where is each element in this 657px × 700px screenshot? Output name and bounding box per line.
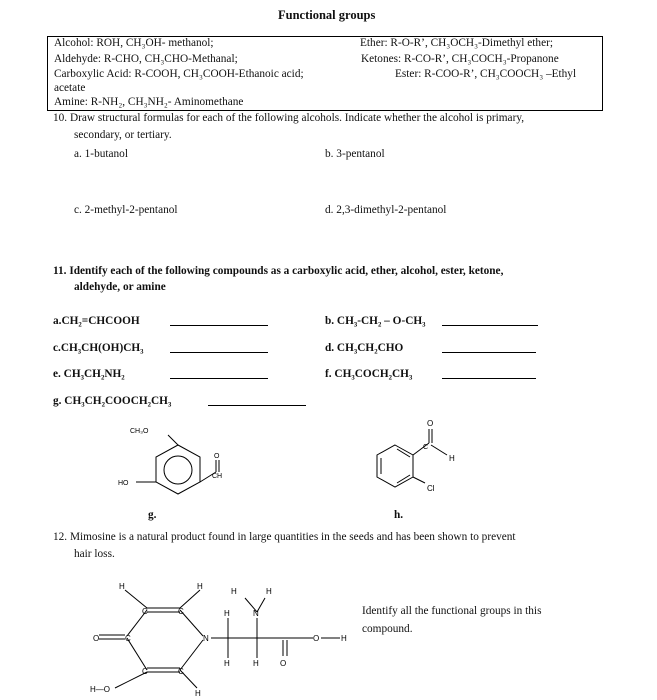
q11-d-answer-blank[interactable] bbox=[442, 352, 536, 353]
q12-side-prompt: Identify all the functional groups in this bbox=[362, 605, 542, 617]
q11-a: a.CH₂=CHCOOH bbox=[53, 315, 140, 327]
g-o-label: O bbox=[214, 453, 220, 460]
h-c-label: C bbox=[423, 444, 429, 451]
q11-b: b. CH₃-CH₂ – O-CH₃ bbox=[325, 315, 426, 327]
mimosine-h2: H bbox=[197, 582, 203, 591]
structure-g-label: g. bbox=[148, 509, 157, 521]
ref-aldehyde: Aldehyde: R-CHO, CH₃CHO-Methanal; bbox=[54, 53, 238, 65]
q11-f-answer-blank[interactable] bbox=[442, 378, 536, 379]
q11-g: g. CH₃CH₂COOCH₂CH₃ bbox=[53, 395, 172, 407]
ref-acetate: acetate bbox=[54, 82, 86, 94]
q11-prompt-cont: aldehyde, or amine bbox=[74, 281, 166, 293]
h-o-label: O bbox=[427, 419, 434, 428]
q10-a: a. 1-butanol bbox=[74, 148, 128, 160]
mimosine-c3: C bbox=[125, 634, 131, 643]
q12-side-prompt-cont: compound. bbox=[362, 623, 413, 635]
ref-ether: Ether: R-O-R’, CH₃OCH₃-Dimethyl ether; bbox=[360, 37, 553, 49]
g-ch-label: CH bbox=[212, 473, 223, 480]
q12-prompt-cont: hair loss. bbox=[74, 548, 115, 560]
structure-h-label: h. bbox=[394, 509, 404, 521]
mimosine-h7: H bbox=[231, 587, 237, 596]
mimosine-h1: H bbox=[119, 582, 125, 591]
mimosine-o1: O bbox=[93, 634, 100, 643]
mimosine-o3: O bbox=[313, 634, 320, 643]
structure-mimosine bbox=[85, 578, 355, 700]
mimosine-c5: C bbox=[178, 667, 184, 676]
mimosine-h8: H bbox=[266, 587, 272, 596]
mimosine-ho: H—O bbox=[90, 685, 110, 694]
mimosine-n1: N bbox=[203, 634, 209, 643]
mimosine-c1: C bbox=[142, 607, 148, 616]
structure-g-vanillin bbox=[108, 420, 248, 510]
q11-f: f. CH₃COCH₂CH₃ bbox=[325, 368, 413, 380]
q11-prompt: 11. Identify each of the following compounds as a carboxylic acid, ether, alcohol, ester, ketone, bbox=[53, 265, 504, 277]
mimosine-h3: H bbox=[195, 689, 201, 698]
mimosine-o2: O bbox=[280, 659, 287, 668]
q11-d: d. CH₃CH₂CHO bbox=[325, 342, 404, 354]
ref-ketones: Ketones: R-CO-R’, CH₃COCH₃-Propanone bbox=[361, 53, 559, 65]
mimosine-n2: N bbox=[253, 609, 259, 618]
q11-g-answer-blank[interactable] bbox=[208, 405, 306, 406]
q11-e: e. CH₃CH₂NH₂ bbox=[53, 368, 125, 380]
q11-b-answer-blank[interactable] bbox=[442, 325, 538, 326]
mimosine-h5: H bbox=[224, 659, 230, 668]
q10-prompt: 10. Draw structural formulas for each of the following alcohols. Indicate whether the alcohol is primary, bbox=[53, 112, 525, 124]
q11-a-answer-blank[interactable] bbox=[170, 325, 268, 326]
q11-e-answer-blank[interactable] bbox=[170, 378, 268, 379]
mimosine-h9: H bbox=[341, 634, 347, 643]
ref-alcohol: Alcohol: ROH, CH₃OH- methanol; bbox=[54, 37, 214, 49]
q11-c-answer-blank[interactable] bbox=[170, 352, 268, 353]
q10-c: c. 2-methyl-2-pentanol bbox=[74, 204, 178, 216]
q10-prompt-cont: secondary, or tertiary. bbox=[74, 129, 172, 141]
ref-carboxylic-acid: Carboxylic Acid: R-COOH, CH₃COOH-Ethanoic acid; bbox=[54, 68, 304, 80]
mimosine-h4: H bbox=[224, 609, 230, 618]
h-h-label: H bbox=[449, 454, 455, 463]
ref-ester: Ester: R-COO-R’, CH₃COOCH₃ –Ethyl bbox=[395, 68, 577, 80]
g-ho-label: HO bbox=[118, 480, 129, 487]
q12-prompt: 12. Mimosine is a natural product found in large quantities in the seeds and has been shown to prevent bbox=[53, 531, 516, 543]
h-cl-label: Cl bbox=[427, 484, 435, 493]
q11-c: c.CH₃CH(OH)CH₃ bbox=[53, 342, 144, 354]
g-ch3o-label: CH₃O bbox=[130, 428, 149, 435]
structure-h-chlorobenzaldehyde bbox=[365, 415, 475, 500]
page-title: Functional groups bbox=[278, 8, 376, 22]
mimosine-c4: C bbox=[142, 667, 148, 676]
mimosine-c2: C bbox=[178, 607, 184, 616]
mimosine-h6: H bbox=[253, 659, 259, 668]
ref-amine: Amine: R-NH₂, CH₃NH₂- Aminomethane bbox=[54, 96, 244, 108]
q10-b: b. 3-pentanol bbox=[325, 148, 385, 160]
q10-d: d. 2,3-dimethyl-2-pentanol bbox=[325, 204, 447, 216]
